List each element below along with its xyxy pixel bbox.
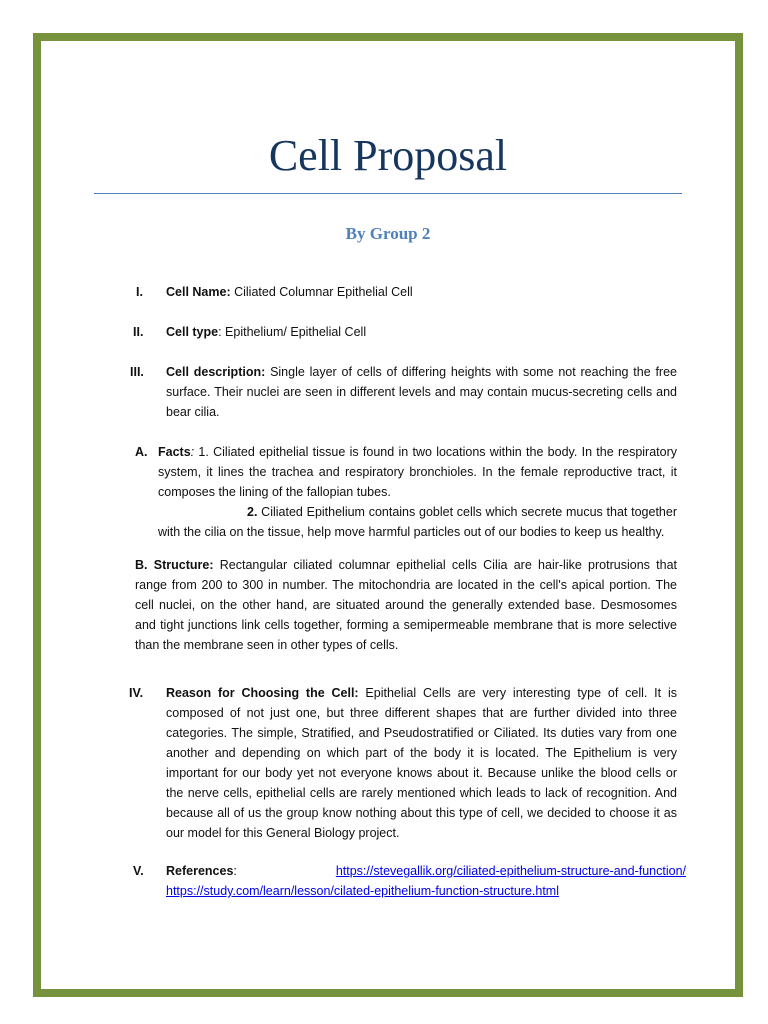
section-numeral: II. — [133, 325, 144, 339]
section-numeral: A. — [135, 445, 148, 459]
section-content — [158, 442, 677, 542]
section-text: : Epithelium/ Epithelial Cell — [218, 325, 367, 339]
section-label: Reason for Choosing the Cell: — [166, 686, 359, 700]
section-content — [135, 555, 677, 655]
title-divider — [94, 193, 682, 194]
fact-two-number: 2. — [247, 505, 258, 519]
section-label: Facts — [158, 445, 191, 459]
section-text: Epithelial Cells are very interesting type of cell. It is composed of not just one, but three different shapes that are further divided into three categories. The simple, Stratified, and Pseudostratified or Ciliated. Its duties vary from one another and depending on which part of the body it is located. The Epithelium is very important for our body yet not everyone knows about it. Because unlike the blood cells or the nerve cells, epithelial cells are rarely mentioned which leads to lack of recognition. And because all of us the group know nothing about this type of cell, we decided to choose it as our model for this General Biology project. — [166, 686, 677, 840]
section-label: Cell type — [166, 325, 219, 339]
section-numeral: III. — [130, 365, 144, 379]
references-first-line — [166, 861, 686, 881]
section-content — [166, 322, 686, 342]
section-text: Rectangular ciliated columnar epithelial cells Cilia are hair-like protrusions that range from 200 to 300 in number. The mitochondria are located in the cell's apical portion. The cell nuclei, on the other hand, are situated around the generally extended base. Desmosomes and tight junctions link cells together, forming a semipermeable membrane that is more selective than the membrane seen in other types of cells. — [135, 558, 678, 652]
section-content — [166, 861, 686, 901]
document-page — [33, 33, 743, 997]
section-label: B. Structure: — [135, 558, 214, 572]
reference-link-study[interactable]: https://study.com/learn/lesson/cilated-epithelium-function-structure.html — [166, 884, 559, 898]
section-numeral: IV. — [129, 686, 144, 700]
section-label: Cell Name: — [166, 285, 231, 299]
section-text: Single layer of cells of differing heights with some not reaching the free surface. Their nuclei are seen in different levels and may contain mucus-secreting cells and bear cilia. — [166, 365, 677, 419]
fact-two — [158, 502, 677, 542]
section-label: References — [166, 864, 234, 878]
reference-link-stevegallik[interactable]: https://stevegallik.org/ciliated-epithelium-structure-and-function/ — [335, 864, 686, 878]
section-content — [166, 282, 686, 302]
fact-one-text: 1. Ciliated epithelial tissue is found in two locations within the body. In the respiratory system, it lines the trachea and respiratory bronchioles. In the female reproductive tract, it composes the lining of the fallopian tubes. — [158, 445, 677, 499]
document-subtitle: By Group 2 — [345, 224, 431, 243]
facts-colon: : — [190, 445, 195, 459]
section-label: Cell description: — [166, 365, 266, 379]
section-content — [166, 362, 677, 422]
document-title: Cell Proposal — [268, 131, 508, 180]
section-text: Ciliated Columnar Epithelial Cell — [230, 285, 413, 299]
section-numeral: V. — [133, 864, 144, 878]
references-colon: : — [233, 864, 237, 878]
fact-two-text: Ciliated Epithelium contains goblet cells which secrete mucus that together with the cilia on the tissue, help move harmful particles out of our bodies to keep us healthy. — [158, 505, 677, 539]
section-numeral: I. — [136, 285, 143, 299]
section-content — [166, 683, 677, 843]
